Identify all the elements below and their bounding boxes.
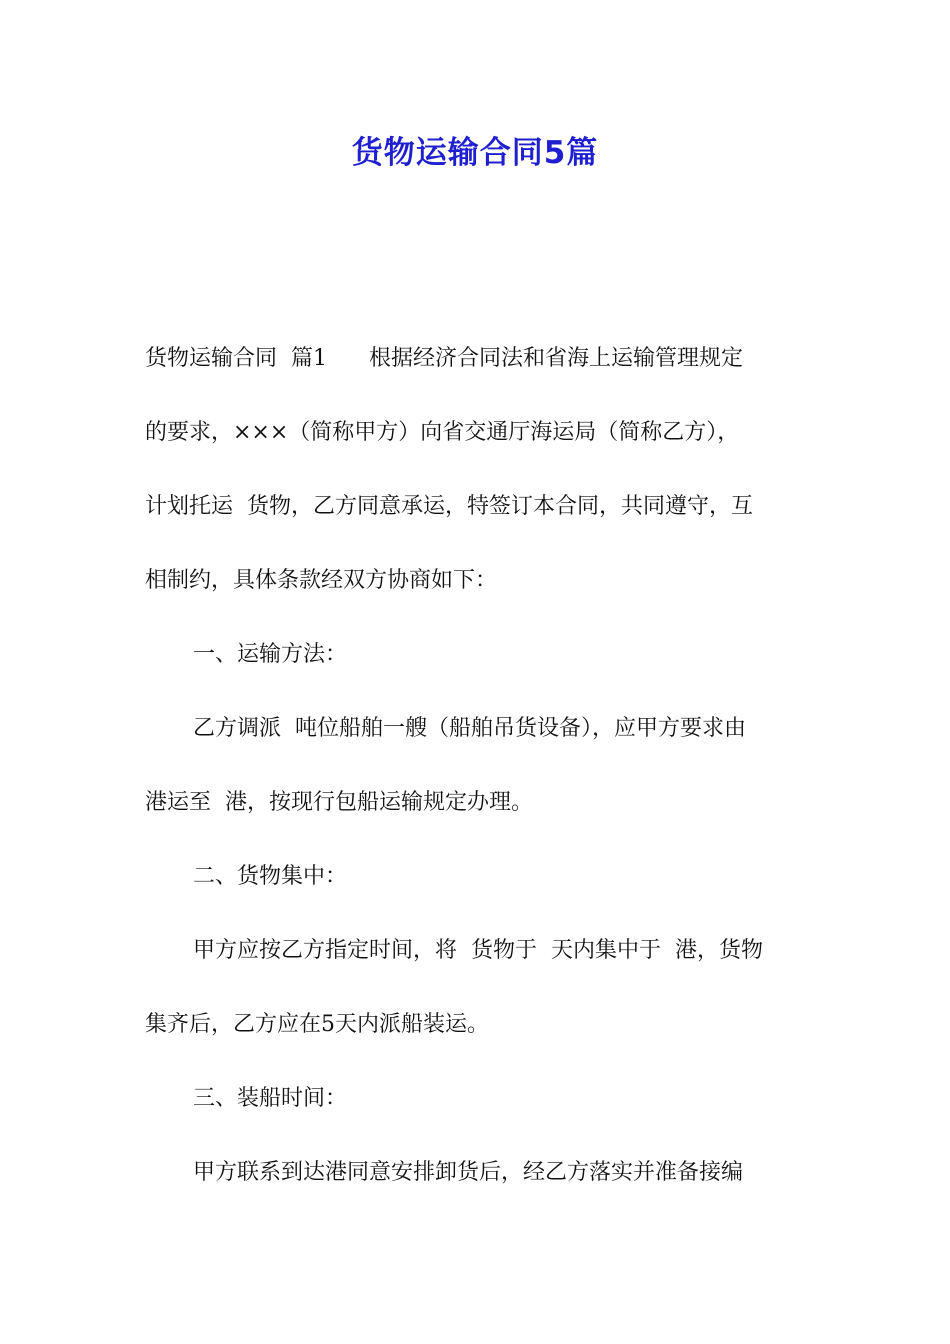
document-title: 货物运输合同5篇 <box>351 135 599 171</box>
document-body <box>145 338 810 1226</box>
paragraph-line: 相制约，具体条款经双方协商如下： <box>145 568 498 593</box>
paragraph-line: 货物运输合同 篇1 根据经济合同法和省海上运输管理规定 <box>145 346 743 371</box>
paragraph-line: 甲方联系到达港同意安排卸货后，经乙方落实并准备接编 <box>193 1160 744 1185</box>
paragraph-line: 集齐后，乙方应在5天内派船装运。 <box>145 1012 489 1037</box>
section-heading-transport-method: 一、运输方法： <box>193 642 348 667</box>
paragraph-line: 甲方应按乙方指定时间，将 货物于 天内集中于 港，货物 <box>193 938 763 963</box>
paragraph-line: 的要求，×××（简称甲方）向省交通厅海运局（简称乙方）， <box>145 420 740 445</box>
paragraph-line: 乙方调派 吨位船舶一艘（船舶吊货设备），应甲方要求由 <box>193 716 746 741</box>
paragraph-line: 港运至 港，按现行包船运输规定办理。 <box>145 790 533 815</box>
paragraph-line: 计划托运 货物，乙方同意承运，特签订本合同，共同遵守，互 <box>145 494 753 519</box>
section-heading-loading-time: 三、装船时间： <box>193 1086 348 1111</box>
section-heading-cargo-collection: 二、货物集中： <box>193 864 348 889</box>
